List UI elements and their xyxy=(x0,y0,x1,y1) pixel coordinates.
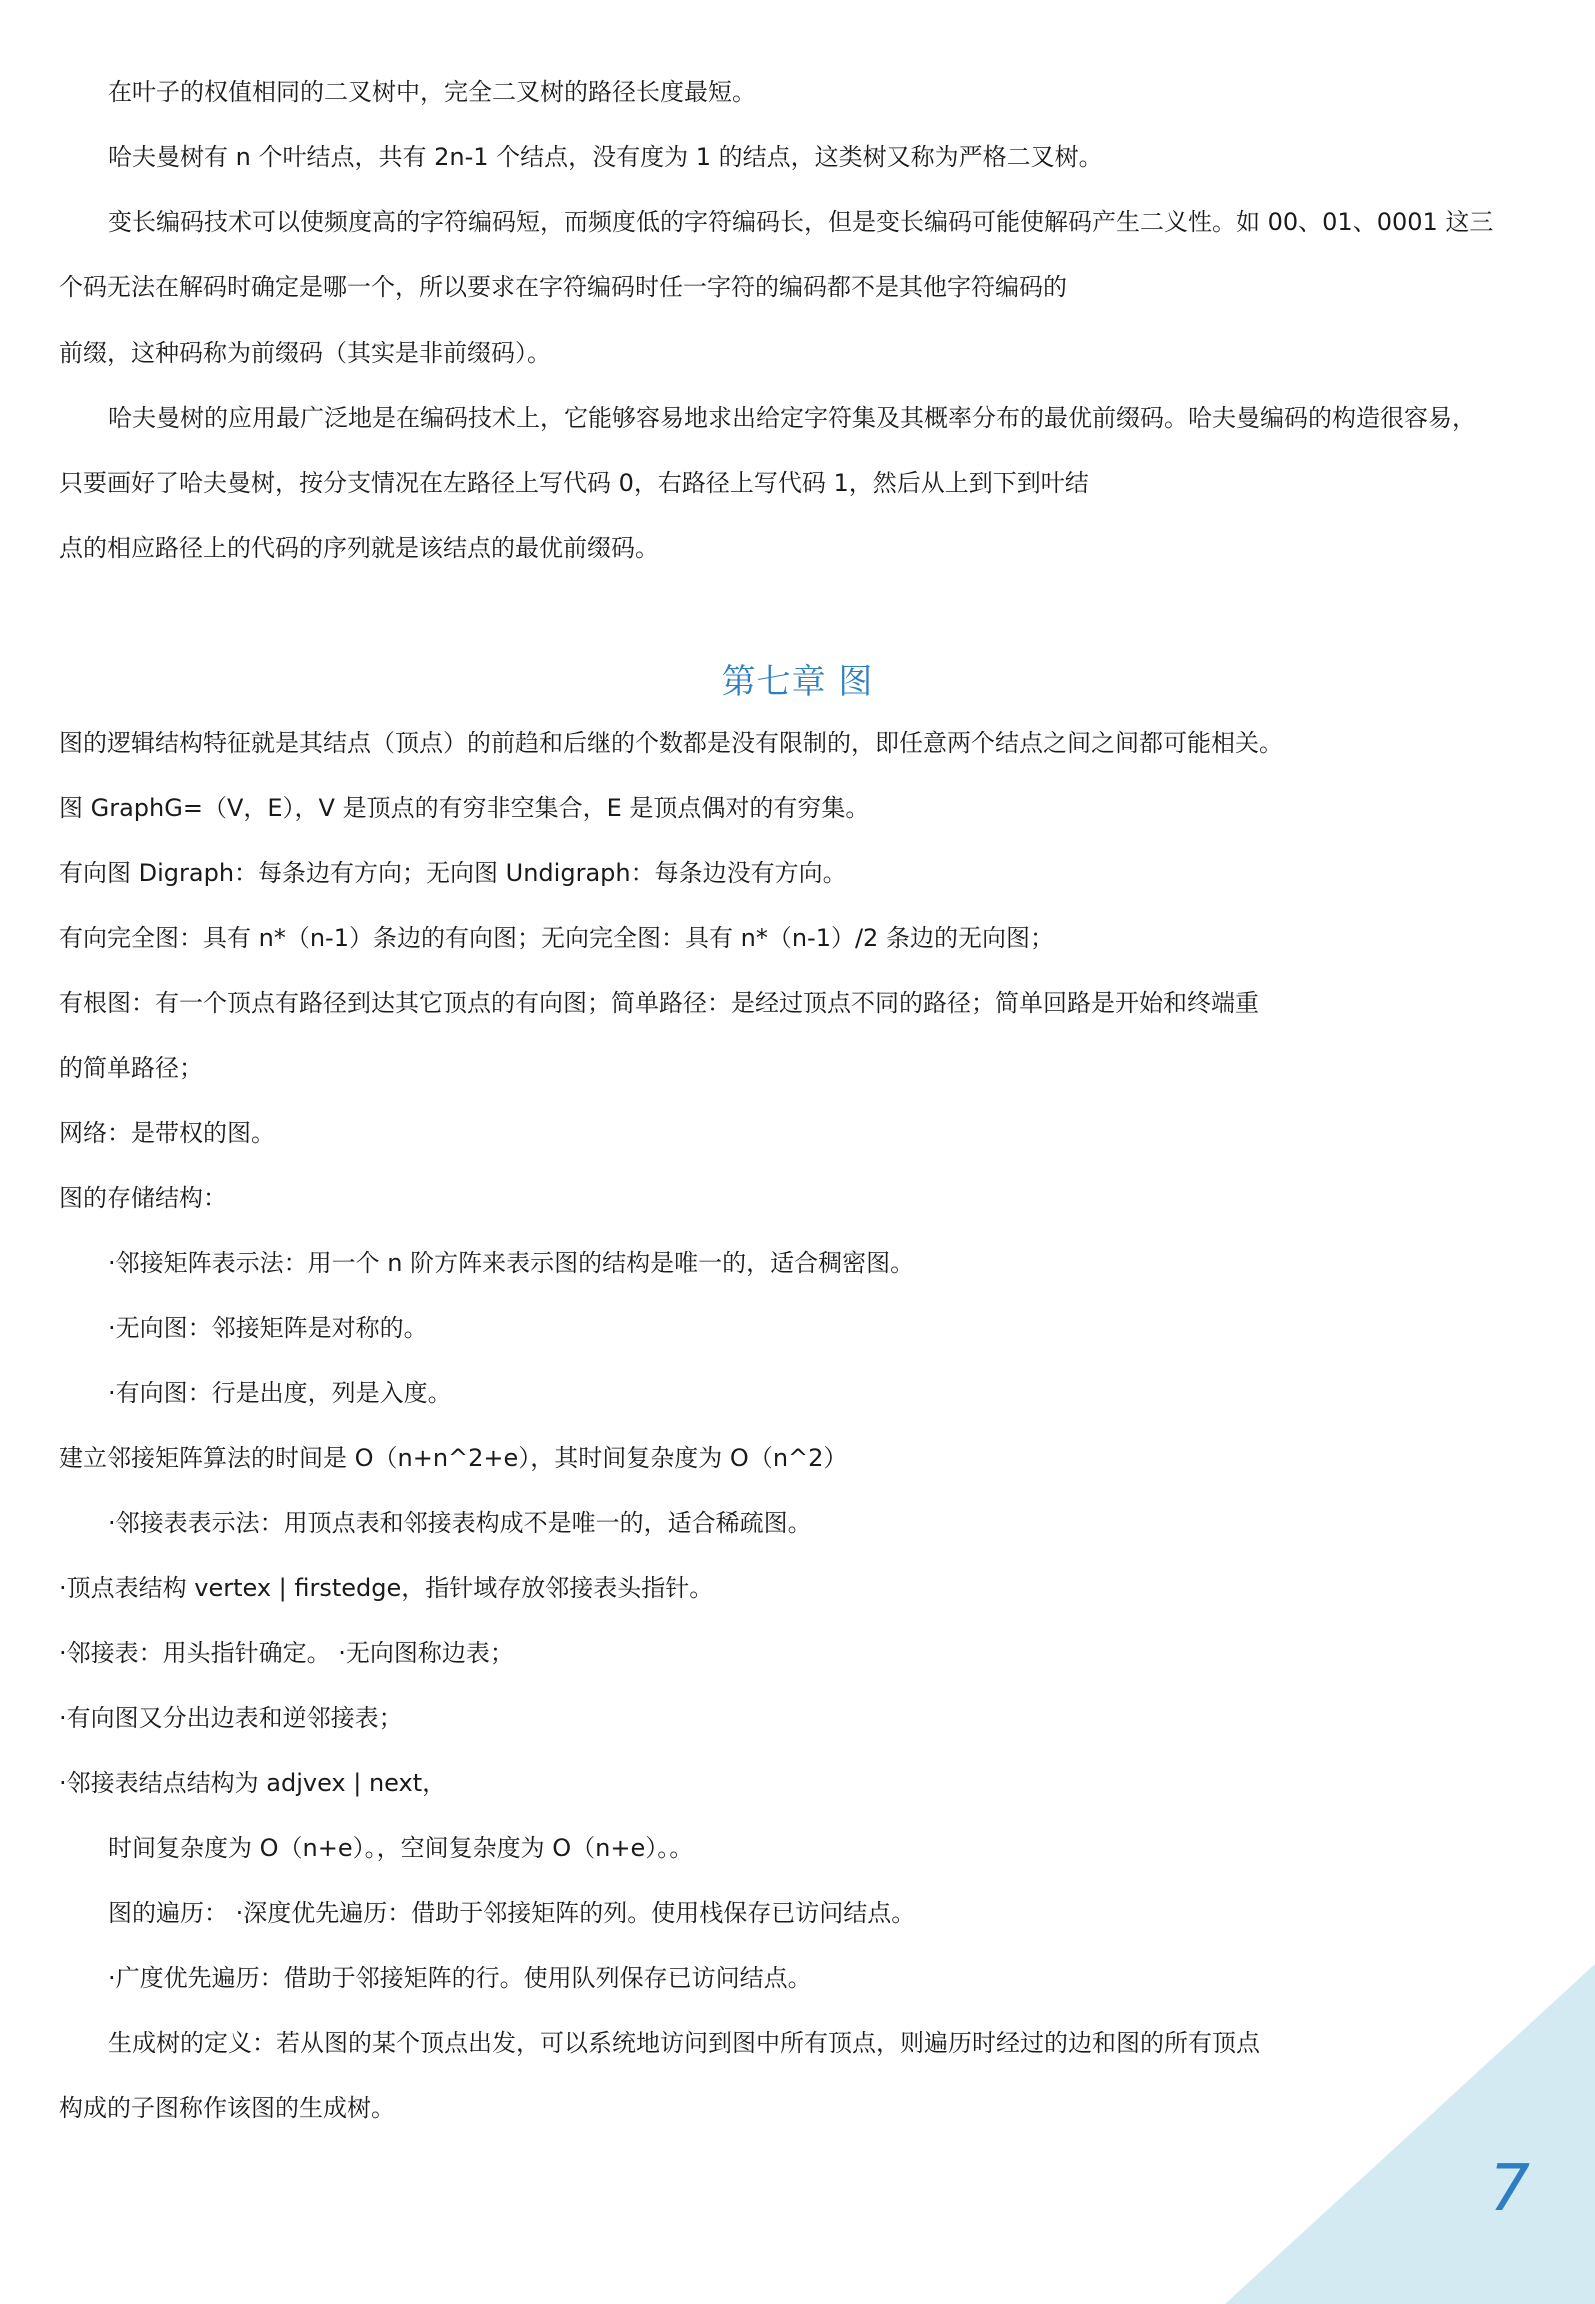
paragraph-line: 哈夫曼树的应用最广泛地是在编码技术上，它能够容易地求出给定字符集及其概率分布的最优前缀码。哈夫曼编码的构造很容易， xyxy=(108,404,1476,432)
paragraph-line: ·有向图：行是出度，列是入度。 xyxy=(108,1379,452,1407)
paragraph-line: ·无向图：邻接矩阵是对称的。 xyxy=(108,1314,428,1342)
paragraph-line: 个码无法在解码时确定是哪一个，所以要求在字符编码时任一字符的编码都不是其他字符编码的 xyxy=(59,273,1067,301)
paragraph-line: ·邻接表表示法：用顶点表和邻接表构成不是唯一的，适合稀疏图。 xyxy=(108,1509,812,1537)
paragraph-line: 生成树的定义：若从图的某个顶点出发，可以系统地访问到图中所有顶点，则遍历时经过的边和图的所有顶点 xyxy=(108,2029,1260,2057)
corner-decoration xyxy=(1225,1964,1595,2304)
paragraph-line: 图的逻辑结构特征就是其结点（顶点）的前趋和后继的个数都是没有限制的，即任意两个结点之间之间都可能相关。 xyxy=(59,729,1283,757)
paragraph-line: 构成的子图称作该图的生成树。 xyxy=(59,2094,395,2122)
paragraph-line: 的简单路径； xyxy=(59,1054,203,1082)
paragraph-line: 有根图：有一个顶点有路径到达其它顶点的有向图；简单路径：是经过顶点不同的路径；简单回路是开始和终端重 xyxy=(59,989,1259,1017)
paragraph-line: 时间复杂度为 O（n+e）。，空间复杂度为 O（n+e）。。 xyxy=(108,1834,694,1862)
paragraph-line: ·邻接表结点结构为 adjvex | next， xyxy=(59,1769,447,1797)
paragraph-line: 有向图 Digraph：每条边有方向；无向图 Undigraph：每条边没有方向。 xyxy=(59,859,847,887)
paragraph-line: 哈夫曼树有 n 个叶结点，共有 2n-1 个结点，没有度为 1 的结点，这类树又称为严格二叉树。 xyxy=(108,143,1103,171)
paragraph-line: 网络：是带权的图。 xyxy=(59,1119,275,1147)
paragraph-line: ·邻接矩阵表示法：用一个 n 阶方阵来表示图的结构是唯一的，适合稠密图。 xyxy=(108,1249,915,1277)
paragraph-line: ·广度优先遍历：借助于邻接矩阵的行。使用队列保存已访问结点。 xyxy=(108,1964,812,1992)
paragraph-line: 有向完全图：具有 n*（n-1）条边的有向图；无向完全图：具有 n*（n-1）/2 条边的无向图； xyxy=(59,924,1054,952)
page-number: 7 xyxy=(1489,2152,1530,2226)
paragraph-line: 建立邻接矩阵算法的时间是 O（n+n^2+e），其时间复杂度为 O（n^2） xyxy=(59,1444,848,1472)
paragraph-line: ·顶点表结构 vertex | firstedge，指针域存放邻接表头指针。 xyxy=(59,1574,714,1602)
paragraph-line: 图的遍历： ·深度优先遍历：借助于邻接矩阵的列。使用栈保存已访问结点。 xyxy=(108,1899,916,1927)
paragraph-line: 点的相应路径上的代码的序列就是该结点的最优前缀码。 xyxy=(59,534,659,562)
paragraph-line: 前缀，这种码称为前缀码（其实是非前缀码）。 xyxy=(59,339,551,367)
paragraph-line: 图 GraphG=（V，E），V 是顶点的有穷非空集合，E 是顶点偶对的有穷集。 xyxy=(59,794,870,822)
paragraph-line: 图的存储结构： xyxy=(59,1184,227,1212)
chapter-title: 第七章 图 xyxy=(721,662,874,702)
paragraph-line: 在叶子的权值相同的二叉树中，完全二叉树的路径长度最短。 xyxy=(108,78,756,106)
paragraph-line: ·邻接表：用头指针确定。 ·无向图称边表； xyxy=(59,1639,514,1667)
paragraph-line: 变长编码技术可以使频度高的字符编码短，而频度低的字符编码长，但是变长编码可能使解码产生二义性。如 00、01、0001 这三 xyxy=(108,208,1494,236)
paragraph-line: ·有向图又分出边表和逆邻接表； xyxy=(59,1704,403,1732)
paragraph-line: 只要画好了哈夫曼树，按分支情况在左路径上写代码 0，右路径上写代码 1，然后从上到下到叶结 xyxy=(59,469,1089,497)
